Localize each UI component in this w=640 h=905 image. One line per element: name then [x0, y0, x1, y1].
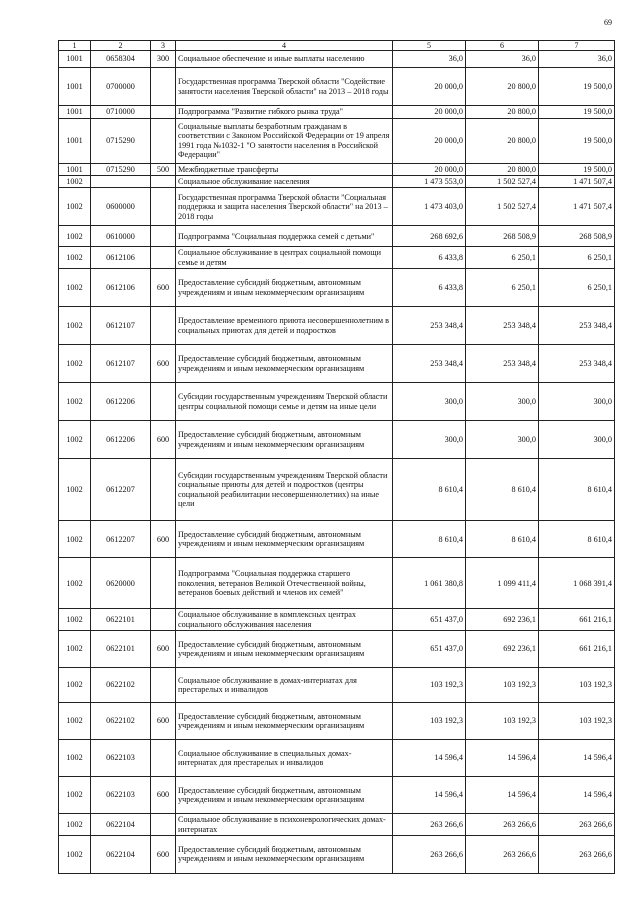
- expense-type-cell: 500: [151, 163, 176, 175]
- table-row: [59, 226, 615, 247]
- amount-year3-cell: 300,0: [539, 383, 615, 421]
- table-row: [59, 68, 615, 106]
- section-code-cell: 1002: [59, 814, 91, 836]
- amount-year3-cell: 253 348,4: [539, 307, 615, 345]
- expense-type-cell: 600: [151, 777, 176, 814]
- amount-year3-cell: 14 596,4: [539, 740, 615, 777]
- amount-year2-cell: 6 250,1: [466, 247, 539, 269]
- amount-year2-cell: 253 348,4: [466, 307, 539, 345]
- amount-year3-cell: 14 596,4: [539, 777, 615, 814]
- description-cell: Социальное обеспечение и иные выплаты населению: [176, 51, 393, 68]
- target-code-cell: 0710000: [91, 106, 151, 118]
- description-cell: Предоставление субсидий бюджетным, автономным учреждениям и иным некоммерческим организациям: [176, 703, 393, 740]
- section-code-cell: 1002: [59, 558, 91, 609]
- amount-year3-cell: 6 250,1: [539, 247, 615, 269]
- amount-year2-cell: 8 610,4: [466, 521, 539, 558]
- col-header-4: 4: [176, 41, 393, 51]
- table-row: [59, 814, 615, 836]
- amount-year1-cell: 651 437,0: [393, 631, 466, 668]
- amount-year3-cell: 19 500,0: [539, 118, 615, 163]
- header-row: [59, 41, 615, 51]
- section-code-cell: 1002: [59, 383, 91, 421]
- table-row: [59, 345, 615, 383]
- col-header-1: 1: [59, 41, 91, 51]
- section-code-cell: 1002: [59, 521, 91, 558]
- amount-year2-cell: 1 099 411,4: [466, 558, 539, 609]
- table-row: [59, 740, 615, 777]
- amount-year1-cell: 300,0: [393, 383, 466, 421]
- table-row: [59, 777, 615, 814]
- table-row: [59, 609, 615, 631]
- section-code-cell: 1002: [59, 835, 91, 873]
- amount-year3-cell: 253 348,4: [539, 345, 615, 383]
- amount-year2-cell: 20 800,0: [466, 68, 539, 106]
- amount-year1-cell: 20 000,0: [393, 163, 466, 175]
- amount-year2-cell: 36,0: [466, 51, 539, 68]
- section-code-cell: 1001: [59, 106, 91, 118]
- section-code-cell: 1002: [59, 226, 91, 247]
- amount-year1-cell: 1 473 403,0: [393, 188, 466, 226]
- target-code-cell: 0622101: [91, 609, 151, 631]
- amount-year1-cell: 1 473 553,0: [393, 176, 466, 188]
- amount-year1-cell: 1 061 380,8: [393, 558, 466, 609]
- section-code-cell: 1002: [59, 176, 91, 188]
- description-cell: Предоставление субсидий бюджетным, автономным учреждениям и иным некоммерческим организациям: [176, 269, 393, 307]
- amount-year2-cell: 253 348,4: [466, 345, 539, 383]
- target-code-cell: 0600000: [91, 188, 151, 226]
- section-code-cell: 1002: [59, 740, 91, 777]
- table-row: [59, 668, 615, 703]
- target-code-cell: 0622102: [91, 703, 151, 740]
- table-row: [59, 703, 615, 740]
- expense-type-cell: 600: [151, 631, 176, 668]
- amount-year1-cell: 300,0: [393, 421, 466, 459]
- table-row: [59, 247, 615, 269]
- section-code-cell: 1002: [59, 668, 91, 703]
- amount-year1-cell: 253 348,4: [393, 307, 466, 345]
- table-row: [59, 51, 615, 68]
- target-code-cell: 0622103: [91, 777, 151, 814]
- amount-year1-cell: 103 192,3: [393, 668, 466, 703]
- target-code-cell: 0622104: [91, 814, 151, 836]
- table-row: [59, 835, 615, 873]
- table-row: [59, 558, 615, 609]
- amount-year3-cell: 36,0: [539, 51, 615, 68]
- target-code-cell: 0612206: [91, 421, 151, 459]
- expense-type-cell: [151, 814, 176, 836]
- target-code-cell: 0612206: [91, 383, 151, 421]
- table-row: [59, 631, 615, 668]
- amount-year3-cell: 6 250,1: [539, 269, 615, 307]
- amount-year2-cell: 8 610,4: [466, 459, 539, 521]
- amount-year1-cell: 20 000,0: [393, 68, 466, 106]
- amount-year3-cell: 263 266,6: [539, 835, 615, 873]
- table-row: [59, 307, 615, 345]
- description-cell: Социальное обслуживание в психоневрологических домах-интернатах: [176, 814, 393, 836]
- section-code-cell: 1002: [59, 631, 91, 668]
- description-cell: Социальное обслуживание населения: [176, 176, 393, 188]
- description-cell: Предоставление субсидий бюджетным, автономным учреждениям и иным некоммерческим организациям: [176, 835, 393, 873]
- amount-year3-cell: 661 216,1: [539, 609, 615, 631]
- col-header-3: 3: [151, 41, 176, 51]
- table-row: [59, 163, 615, 175]
- expense-type-cell: 600: [151, 835, 176, 873]
- amount-year2-cell: 14 596,4: [466, 740, 539, 777]
- table-row: [59, 459, 615, 521]
- col-header-7: 7: [539, 41, 615, 51]
- amount-year3-cell: 19 500,0: [539, 163, 615, 175]
- description-cell: Предоставление субсидий бюджетным, автономным учреждениям и иным некоммерческим организациям: [176, 777, 393, 814]
- amount-year1-cell: 268 692,6: [393, 226, 466, 247]
- section-code-cell: 1001: [59, 51, 91, 68]
- target-code-cell: 0612107: [91, 307, 151, 345]
- amount-year1-cell: 20 000,0: [393, 118, 466, 163]
- table-row: [59, 106, 615, 118]
- description-cell: Подпрограмма "Социальная поддержка старшего поколения, ветеранов Великой Отечественной войны, ветеранов боевых действий и членов их семей": [176, 558, 393, 609]
- amount-year1-cell: 103 192,3: [393, 703, 466, 740]
- target-code-cell: 0700000: [91, 68, 151, 106]
- amount-year2-cell: 20 800,0: [466, 163, 539, 175]
- target-code-cell: 0622103: [91, 740, 151, 777]
- amount-year2-cell: 103 192,3: [466, 703, 539, 740]
- amount-year1-cell: 14 596,4: [393, 777, 466, 814]
- amount-year2-cell: 268 508,9: [466, 226, 539, 247]
- table-row: [59, 176, 615, 188]
- expense-type-cell: 600: [151, 345, 176, 383]
- section-code-cell: 1001: [59, 163, 91, 175]
- table-body: [59, 51, 615, 874]
- target-code-cell: 0622101: [91, 631, 151, 668]
- expense-type-cell: 600: [151, 703, 176, 740]
- section-code-cell: 1002: [59, 247, 91, 269]
- target-code-cell: [91, 176, 151, 188]
- description-cell: Предоставление субсидий бюджетным, автономным учреждениям и иным некоммерческим организациям: [176, 421, 393, 459]
- amount-year1-cell: 6 433,8: [393, 269, 466, 307]
- amount-year2-cell: 6 250,1: [466, 269, 539, 307]
- description-cell: Подпрограмма "Социальная поддержка семей с детьми": [176, 226, 393, 247]
- expense-type-cell: [151, 188, 176, 226]
- section-code-cell: 1002: [59, 421, 91, 459]
- amount-year3-cell: 1 471 507,4: [539, 176, 615, 188]
- table-row: [59, 188, 615, 226]
- table-row: [59, 521, 615, 558]
- amount-year3-cell: 19 500,0: [539, 106, 615, 118]
- expense-type-cell: [151, 609, 176, 631]
- table-row: [59, 269, 615, 307]
- amount-year2-cell: 692 236,1: [466, 609, 539, 631]
- target-code-cell: 0610000: [91, 226, 151, 247]
- amount-year2-cell: 263 266,6: [466, 814, 539, 836]
- description-cell: Государственная программа Тверской области "Социальная поддержка и защита населения Тверской области" на 2013 – 2018 годы: [176, 188, 393, 226]
- target-code-cell: 0612106: [91, 247, 151, 269]
- expense-type-cell: [151, 106, 176, 118]
- expense-type-cell: [151, 668, 176, 703]
- section-code-cell: 1002: [59, 307, 91, 345]
- expense-type-cell: [151, 68, 176, 106]
- description-cell: Социальное обслуживание в центрах социальной помощи семье и детям: [176, 247, 393, 269]
- amount-year1-cell: 14 596,4: [393, 740, 466, 777]
- amount-year1-cell: 36,0: [393, 51, 466, 68]
- description-cell: Межбюджетные трансферты: [176, 163, 393, 175]
- amount-year3-cell: 8 610,4: [539, 459, 615, 521]
- amount-year2-cell: 692 236,1: [466, 631, 539, 668]
- expense-type-cell: [151, 247, 176, 269]
- amount-year1-cell: 20 000,0: [393, 106, 466, 118]
- amount-year2-cell: 20 800,0: [466, 106, 539, 118]
- amount-year2-cell: 103 192,3: [466, 668, 539, 703]
- amount-year3-cell: 268 508,9: [539, 226, 615, 247]
- target-code-cell: 0612207: [91, 521, 151, 558]
- page-number: 69: [604, 18, 612, 27]
- section-code-cell: 1002: [59, 777, 91, 814]
- table-row: [59, 421, 615, 459]
- expense-type-cell: 600: [151, 421, 176, 459]
- description-cell: Подпрограмма "Развитие гибкого рынка труда": [176, 106, 393, 118]
- amount-year1-cell: 651 437,0: [393, 609, 466, 631]
- amount-year3-cell: 19 500,0: [539, 68, 615, 106]
- target-code-cell: 0620000: [91, 558, 151, 609]
- amount-year2-cell: 1 502 527,4: [466, 188, 539, 226]
- section-code-cell: 1002: [59, 703, 91, 740]
- target-code-cell: 0612107: [91, 345, 151, 383]
- table-row: [59, 118, 615, 163]
- target-code-cell: 0612106: [91, 269, 151, 307]
- expense-type-cell: [151, 383, 176, 421]
- expense-type-cell: [151, 118, 176, 163]
- description-cell: Субсидии государственным учреждениям Тверской области социальные приюты для детей и подростков (центры социальной реабилитации несовершеннолетних) на иные цели: [176, 459, 393, 521]
- col-header-6: 6: [466, 41, 539, 51]
- amount-year3-cell: 661 216,1: [539, 631, 615, 668]
- amount-year2-cell: 263 266,6: [466, 835, 539, 873]
- amount-year1-cell: 253 348,4: [393, 345, 466, 383]
- target-code-cell: 0622104: [91, 835, 151, 873]
- amount-year2-cell: 300,0: [466, 421, 539, 459]
- amount-year3-cell: 1 068 391,4: [539, 558, 615, 609]
- amount-year3-cell: 300,0: [539, 421, 615, 459]
- target-code-cell: 0715290: [91, 163, 151, 175]
- expense-type-cell: 600: [151, 269, 176, 307]
- amount-year1-cell: 8 610,4: [393, 521, 466, 558]
- target-code-cell: 0658304: [91, 51, 151, 68]
- expense-type-cell: [151, 226, 176, 247]
- amount-year3-cell: 8 610,4: [539, 521, 615, 558]
- col-header-2: 2: [91, 41, 151, 51]
- target-code-cell: 0715290: [91, 118, 151, 163]
- description-cell: Предоставление субсидий бюджетным, автономным учреждениям и иным некоммерческим организациям: [176, 631, 393, 668]
- col-header-5: 5: [393, 41, 466, 51]
- amount-year3-cell: 263 266,6: [539, 814, 615, 836]
- section-code-cell: 1002: [59, 188, 91, 226]
- section-code-cell: 1002: [59, 269, 91, 307]
- description-cell: Социальные выплаты безработным гражданам в соответствии с Законом Российской Федерации от 19 апреля 1991 года №1032-1 "О занятости населения в Российской Федерации": [176, 118, 393, 163]
- amount-year2-cell: 20 800,0: [466, 118, 539, 163]
- description-cell: Предоставление временного приюта несовершеннолетним в социальных приютах для детей и подростков: [176, 307, 393, 345]
- description-cell: Социальное обслуживание в специальных домах-интернатах для престарелых и инвалидов: [176, 740, 393, 777]
- amount-year3-cell: 1 471 507,4: [539, 188, 615, 226]
- description-cell: Социальное обслуживание в комплексных центрах социального обслуживания населения: [176, 609, 393, 631]
- description-cell: Государственная программа Тверской области "Содействие занятости населения Тверской области" на 2013 – 2018 годы: [176, 68, 393, 106]
- expense-type-cell: 600: [151, 521, 176, 558]
- description-cell: Субсидии государственным учреждениям Тверской области центры социальной помощи семье и детям на иные цели: [176, 383, 393, 421]
- amount-year2-cell: 14 596,4: [466, 777, 539, 814]
- target-code-cell: 0612207: [91, 459, 151, 521]
- expense-type-cell: [151, 740, 176, 777]
- section-code-cell: 1002: [59, 459, 91, 521]
- expense-type-cell: 300: [151, 51, 176, 68]
- expense-type-cell: [151, 558, 176, 609]
- amount-year1-cell: 263 266,6: [393, 835, 466, 873]
- expense-type-cell: [151, 459, 176, 521]
- description-cell: Предоставление субсидий бюджетным, автономным учреждениям и иным некоммерческим организациям: [176, 345, 393, 383]
- section-code-cell: 1002: [59, 345, 91, 383]
- amount-year1-cell: 263 266,6: [393, 814, 466, 836]
- table-row: [59, 383, 615, 421]
- amount-year2-cell: 1 502 527,4: [466, 176, 539, 188]
- target-code-cell: 0622102: [91, 668, 151, 703]
- section-code-cell: 1001: [59, 68, 91, 106]
- amount-year1-cell: 8 610,4: [393, 459, 466, 521]
- description-cell: Предоставление субсидий бюджетным, автономным учреждениям и иным некоммерческим организациям: [176, 521, 393, 558]
- expense-type-cell: [151, 307, 176, 345]
- amount-year3-cell: 103 192,3: [539, 668, 615, 703]
- description-cell: Социальное обслуживание в домах-интернатах для престарелых и инвалидов: [176, 668, 393, 703]
- expense-type-cell: [151, 176, 176, 188]
- amount-year2-cell: 300,0: [466, 383, 539, 421]
- amount-year3-cell: 103 192,3: [539, 703, 615, 740]
- amount-year1-cell: 6 433,8: [393, 247, 466, 269]
- section-code-cell: 1001: [59, 118, 91, 163]
- section-code-cell: 1002: [59, 609, 91, 631]
- budget-table: [58, 40, 615, 874]
